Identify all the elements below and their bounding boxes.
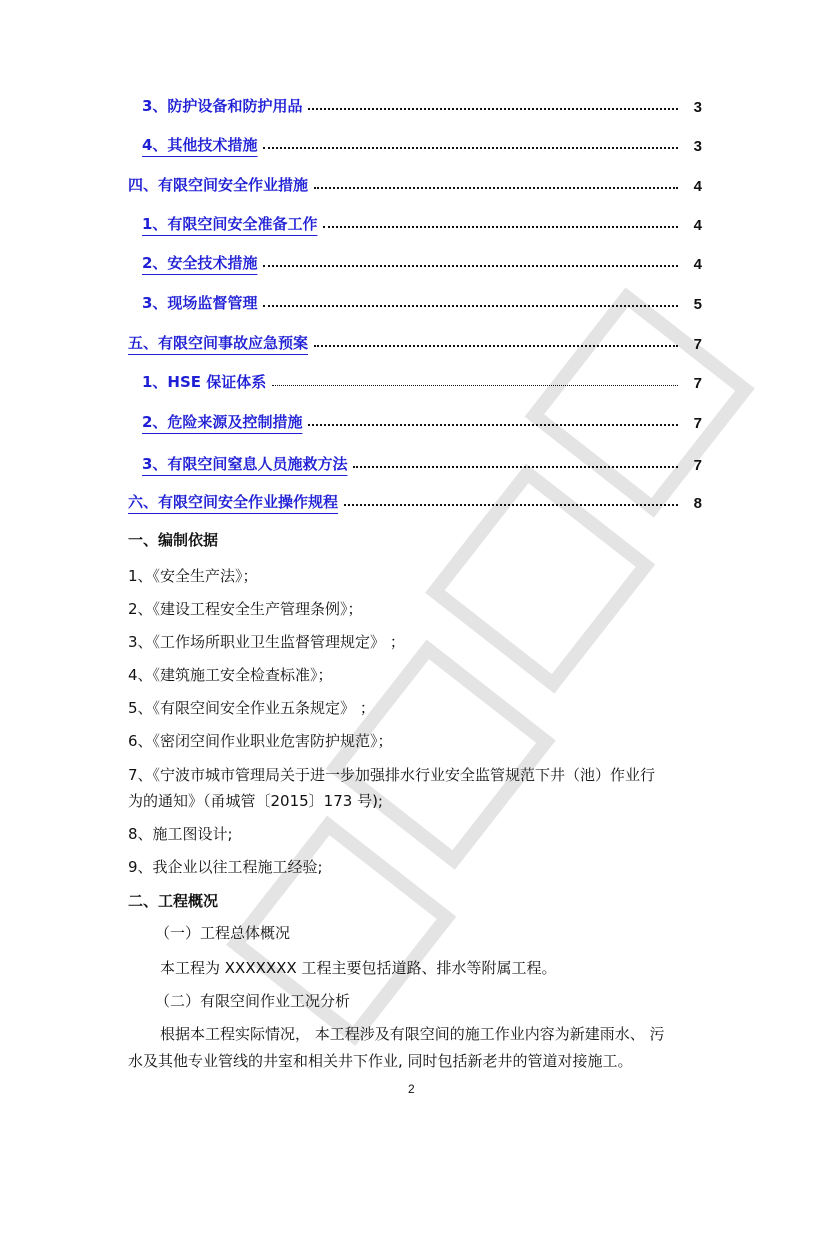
basis-item: 8、施工图设计; bbox=[128, 825, 233, 843]
toc-leader bbox=[263, 265, 678, 267]
toc-entry-title[interactable]: 1、HSE 保证体系 bbox=[142, 373, 267, 391]
basis-item: 1、《安全生产法》； bbox=[128, 567, 258, 585]
subheading-analysis: （二）有限空间作业工况分析 bbox=[155, 992, 351, 1010]
toc-page-number: 7 bbox=[693, 415, 702, 432]
toc-page-number: 5 bbox=[693, 296, 702, 313]
basis-item: 7、《宁波市城市管理局关于进一步加强排水行业安全监管规范下井（池）作业行 bbox=[128, 766, 656, 784]
toc-row[interactable] bbox=[142, 289, 702, 313]
toc-row[interactable] bbox=[142, 408, 702, 432]
toc-page-number: 4 bbox=[693, 217, 702, 234]
toc-row[interactable] bbox=[128, 329, 702, 353]
toc-entry-title[interactable]: 3、现场监督管理 bbox=[142, 294, 258, 312]
toc-leader bbox=[314, 345, 678, 347]
toc-entry-title[interactable]: 2、危险来源及控制措施 bbox=[142, 413, 303, 431]
toc-entry-title[interactable]: 六、有限空间安全作业操作规程 bbox=[128, 493, 339, 511]
overview-paragraph: 本工程为 XXXXXXX 工程主要包括道路、排水等附属工程。 bbox=[160, 959, 557, 977]
toc-leader bbox=[263, 147, 678, 149]
toc-row[interactable] bbox=[142, 131, 702, 155]
toc-leader bbox=[272, 385, 678, 386]
toc-page-number: 3 bbox=[693, 138, 702, 155]
basis-item: 6、《密闭空间作业职业危害防护规范》； bbox=[128, 732, 393, 750]
analysis-paragraph-line: 根据本工程实际情况， 本工程涉及有限空间的施工作业内容为新建雨水、 污 bbox=[160, 1025, 665, 1043]
basis-item: 4、《建筑施工安全检查标准》； bbox=[128, 666, 333, 684]
toc-row[interactable] bbox=[142, 92, 702, 116]
toc-page-number: 7 bbox=[693, 457, 702, 474]
toc-row[interactable] bbox=[142, 210, 702, 234]
toc-leader bbox=[323, 226, 678, 228]
toc-leader bbox=[344, 504, 678, 506]
toc-row[interactable] bbox=[128, 171, 702, 195]
toc-row[interactable] bbox=[128, 488, 702, 512]
toc-entry-title[interactable]: 四、有限空间安全作业措施 bbox=[128, 176, 309, 194]
toc-page-number: 4 bbox=[693, 178, 702, 195]
toc-row[interactable] bbox=[142, 368, 702, 392]
toc-page-number: 7 bbox=[693, 375, 702, 392]
basis-item: 9、我企业以往工程施工经验; bbox=[128, 858, 323, 876]
toc-entry-title[interactable]: 3、有限空间窒息人员施救方法 bbox=[142, 455, 348, 473]
toc-leader bbox=[308, 424, 678, 426]
toc-page-number: 8 bbox=[693, 495, 702, 512]
toc-entry-title[interactable]: 2、安全技术措施 bbox=[142, 254, 258, 272]
toc-leader bbox=[308, 108, 678, 110]
toc-page-number: 3 bbox=[693, 99, 702, 116]
subheading-general: （一）工程总体概况 bbox=[155, 924, 291, 942]
toc-row[interactable] bbox=[142, 249, 702, 273]
page-number: 2 bbox=[408, 1082, 415, 1096]
toc-leader bbox=[263, 305, 678, 307]
toc-page-number: 7 bbox=[693, 336, 702, 353]
basis-item-continuation: 为的通知》（甬城管〔2015〕173 号); bbox=[128, 792, 383, 810]
toc-entry-title[interactable]: 1、有限空间安全准备工作 bbox=[142, 215, 318, 233]
toc-row[interactable] bbox=[142, 450, 702, 474]
toc-entry-title[interactable]: 五、有限空间事故应急预案 bbox=[128, 334, 309, 352]
toc-leader bbox=[314, 187, 678, 189]
section-heading-overview: 二、工程概况 bbox=[128, 892, 219, 910]
toc-entry-title[interactable]: 3、防护设备和防护用品 bbox=[142, 97, 303, 115]
toc-leader bbox=[353, 466, 678, 468]
basis-item: 5、《有限空间安全作业五条规定》 ； bbox=[128, 699, 375, 717]
toc-entry-title[interactable]: 4、其他技术措施 bbox=[142, 136, 258, 154]
basis-item: 2、《建设工程安全生产管理条例》； bbox=[128, 600, 363, 618]
section-heading-basis: 一、编制依据 bbox=[128, 531, 219, 549]
basis-item: 3、《工作场所职业卫生监督管理规定》 ； bbox=[128, 633, 405, 651]
analysis-paragraph-line: 水及其他专业管线的井室和相关井下作业, 同时包括新老井的管道对接施工。 bbox=[128, 1052, 633, 1070]
toc-page-number: 4 bbox=[693, 256, 702, 273]
